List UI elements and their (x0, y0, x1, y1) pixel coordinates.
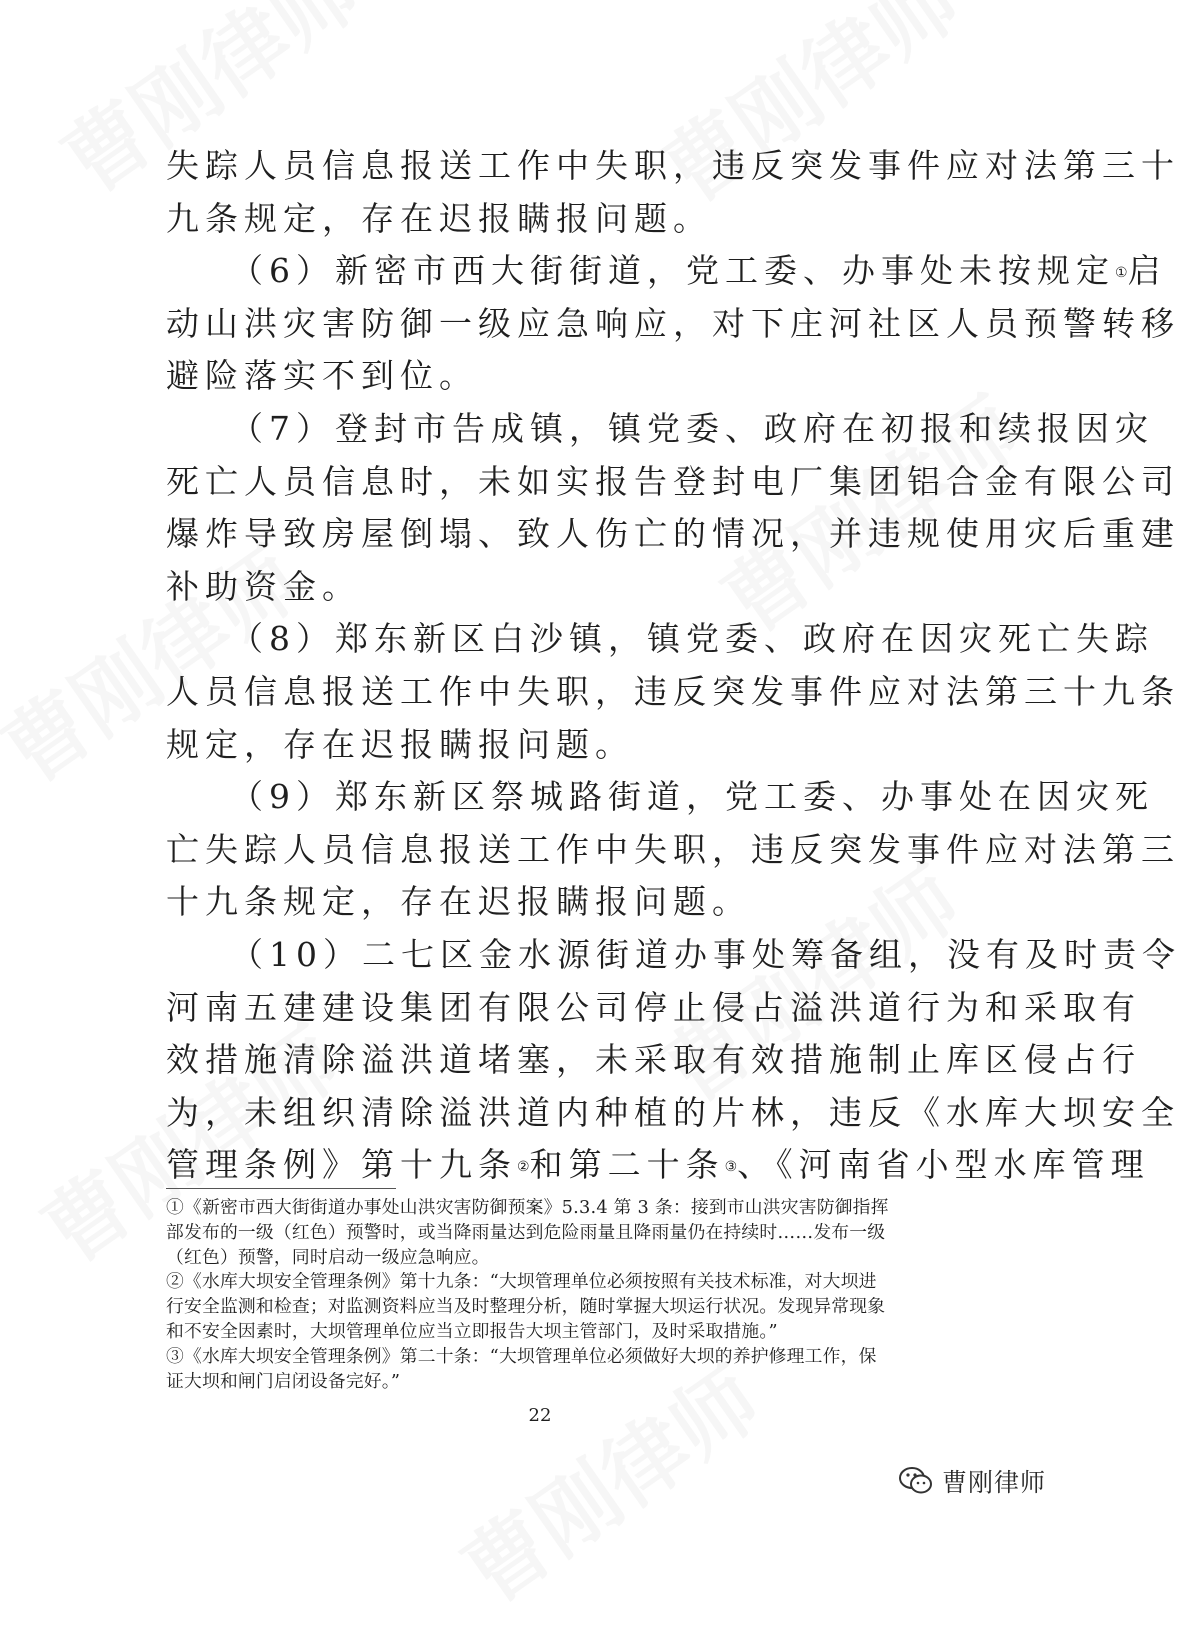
footnote-line: ①《新密市西大街街道办事处山洪灾害防御预案》5.3.4 第 3 条：接到市山洪灾害防御指挥 (166, 1197, 889, 1218)
footnote-line: 和不安全因素时，大坝管理单位应当立即报告大坝主管部门，及时采取措施。” (166, 1320, 778, 1342)
footnote-marker: ③ (724, 1159, 738, 1176)
text-line: （8）郑东新区白沙镇，镇党委、政府在因灾死亡失踪 (230, 619, 1154, 659)
footnote-marker: ① (1115, 265, 1128, 282)
footnote-line: 部发布的一级（红色）预警时，或当降雨量达到危险雨量且降雨量仍在持续时……发布一级 (166, 1221, 886, 1243)
text-line: （9）郑东新区祭城路街道，党工委、办事处在因灾死 (230, 777, 1154, 817)
text-line: 十九条规定，存在迟报瞒报问题。 (166, 882, 751, 922)
text-line: 补助资金。 (166, 566, 361, 606)
footnote-line: 行安全监测和检查；对监测资料应当及时整理分析，随时掌握大坝运行状况。发现异常现象 (166, 1296, 886, 1318)
account-name: 曹刚律师 (942, 1468, 1047, 1497)
footnote-line: 证大坝和闸门启闭设备完好。” (166, 1370, 401, 1392)
text-line: 亡失踪人员信息报送工作中失职，违反突发事件应对法第三 (166, 829, 1180, 869)
text-line: （7）登封市告成镇，镇党委、政府在初报和续报因灾 (230, 408, 1154, 448)
page-number: 22 (528, 1405, 552, 1426)
text-line: 人员信息报送工作中失职，违反突发事件应对法第三十九条 (166, 671, 1180, 711)
footnote-line: ②《水库大坝安全管理条例》第十九条：“大坝管理单位必须按照有关技术标准，对大坝进 (166, 1271, 877, 1293)
footnote-divider (166, 1188, 396, 1189)
text-line: 九条规定，存在迟报瞒报问题。 (166, 198, 712, 238)
text-line: 死亡人员信息时，未如实报告登封电厂集团铝合金有限公司 (166, 461, 1180, 501)
text-line: 避险落实不到位。 (166, 356, 478, 396)
text-line: 爆炸导致房屋倒塌、致人伤亡的情况，并违规使用灾后重建 (166, 514, 1180, 554)
text-line: 规定，存在迟报瞒报问题。 (166, 724, 634, 764)
text-line: 失踪人员信息报送工作中失职，违反突发事件应对法第三十 (166, 146, 1180, 185)
footnote-marker: ② (517, 1159, 530, 1176)
account-badge[interactable] (898, 1461, 1046, 1501)
text-line: （6）新密市西大街街道，党工委、办事处未按规定①启 (230, 251, 1167, 291)
text-line: 动山洪灾害防御一级应急响应，对下庄河社区人员预警转移 (166, 303, 1180, 343)
footnotes (166, 1196, 918, 1394)
text-line: 河南五建建设集团有限公司停止侵占溢洪道行为和采取有 (166, 987, 1141, 1027)
footnote-line: （红色）预警，同时启动一级应急响应。 (166, 1246, 490, 1268)
wechat-icon (898, 1465, 934, 1497)
footnote-line: ③《水库大坝安全管理条例》第二十条：“大坝管理单位必须做好大坝的养护修理工作，保 (166, 1345, 877, 1367)
text-line: 管理条例》第十九条②和第二十条③、《河南省小型水库管理 (166, 1145, 1150, 1185)
text-line: 为，未组织清除溢洪道内种植的片林，违反《水库大坝安全 (166, 1092, 1180, 1132)
text-line: 效措施清除溢洪道堵塞，未采取有效措施制止库区侵占行 (166, 1040, 1141, 1080)
text-line: （10）二七区金水源街道办事处筹备组，没有及时责令 (230, 934, 1181, 974)
body-text (166, 140, 1181, 1192)
